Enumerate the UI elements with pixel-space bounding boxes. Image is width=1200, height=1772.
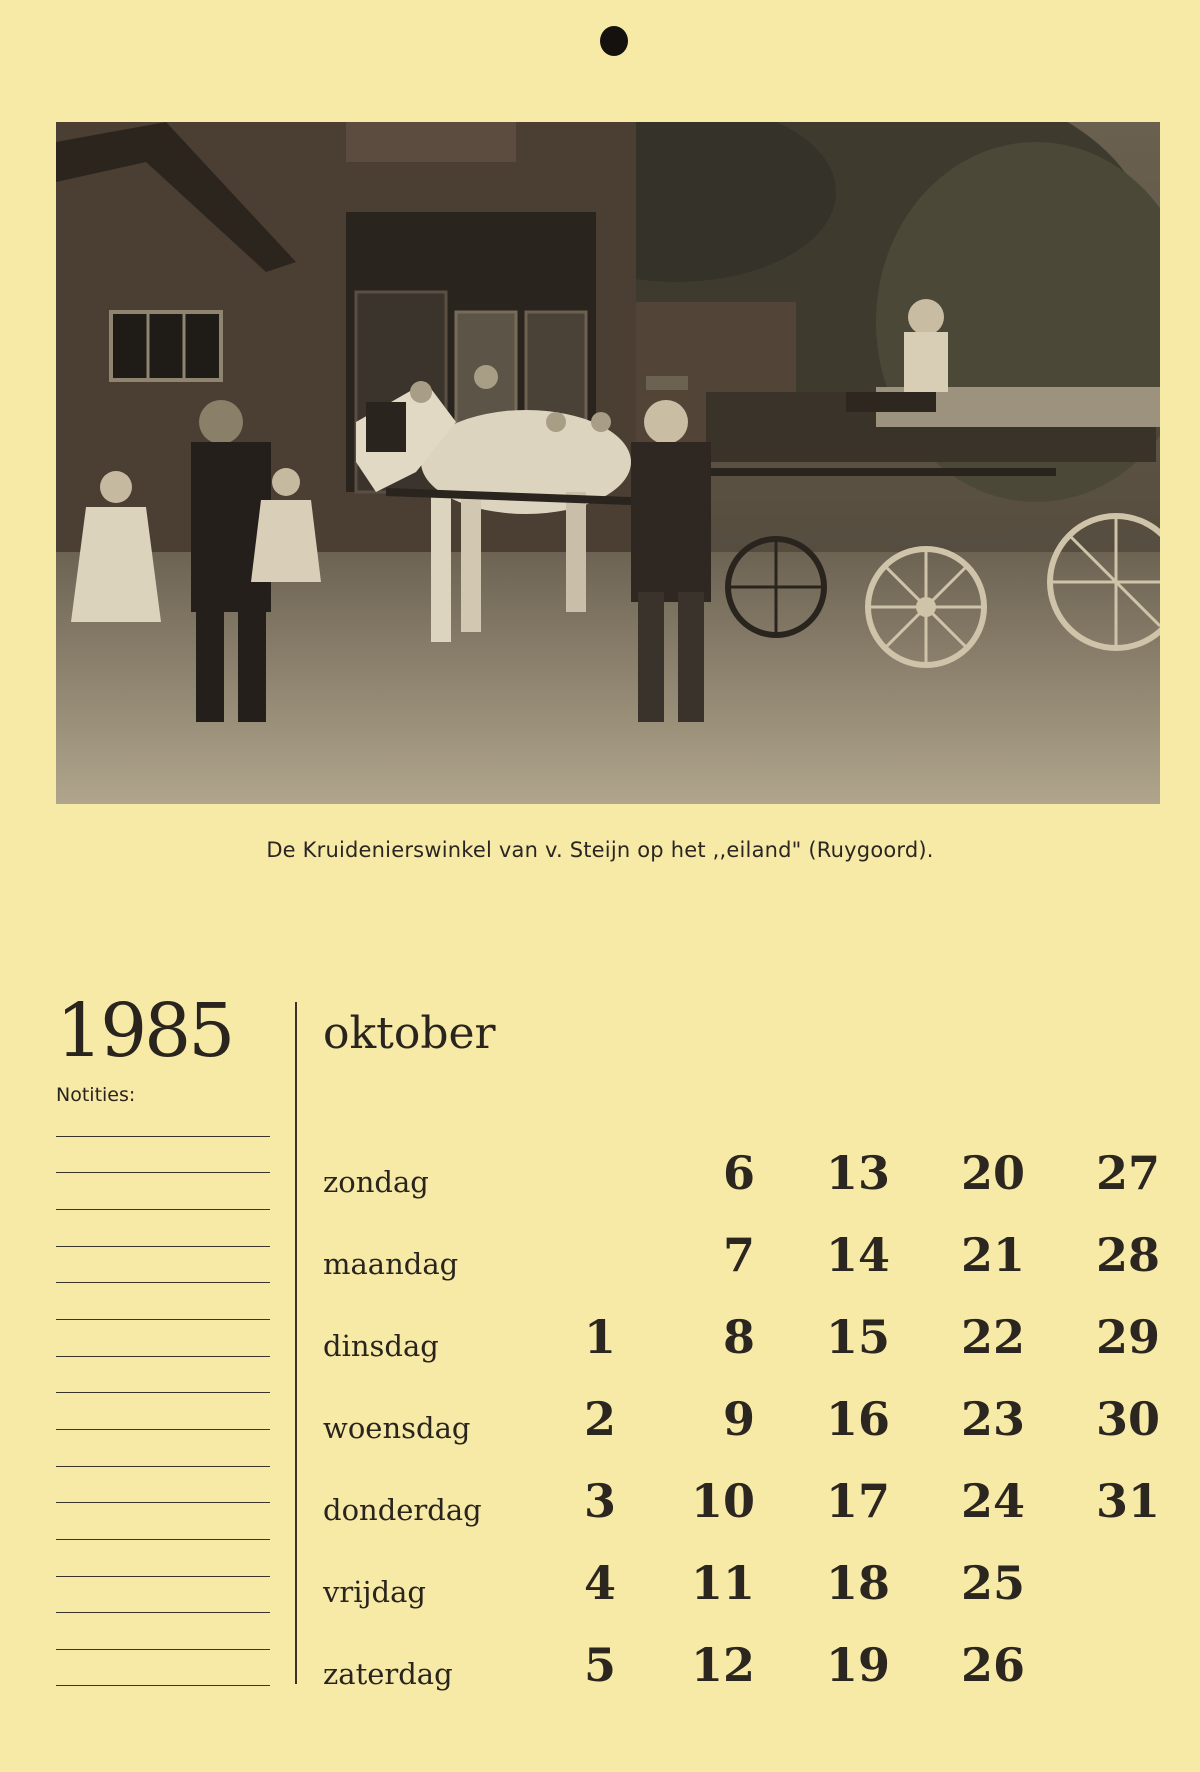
date-cell[interactable]: 7 [722, 1228, 755, 1282]
date-cell[interactable]: 18 [825, 1556, 890, 1610]
date-cell[interactable]: 4 [583, 1556, 616, 1610]
hanging-hole [600, 26, 628, 56]
note-line[interactable] [56, 1685, 270, 1686]
note-line[interactable] [56, 1246, 270, 1247]
note-line[interactable] [56, 1282, 270, 1283]
date-cell[interactable]: 29 [1095, 1310, 1160, 1364]
calendar-year: 1985 [56, 988, 233, 1074]
note-line[interactable] [56, 1612, 270, 1613]
date-cell[interactable]: 15 [825, 1310, 890, 1364]
date-cell[interactable]: 21 [960, 1228, 1025, 1282]
date-cell[interactable]: 17 [825, 1474, 890, 1528]
note-line[interactable] [56, 1466, 270, 1467]
date-cell[interactable]: 24 [960, 1474, 1025, 1528]
note-line[interactable] [56, 1172, 270, 1173]
note-line[interactable] [56, 1576, 270, 1577]
note-line[interactable] [56, 1136, 270, 1137]
date-cell[interactable]: 20 [960, 1146, 1025, 1200]
date-cell[interactable]: 9 [722, 1392, 755, 1446]
date-cell[interactable]: 28 [1095, 1228, 1160, 1282]
date-cell[interactable]: 8 [722, 1310, 755, 1364]
date-cell[interactable]: 31 [1095, 1474, 1160, 1528]
notes-label: Notities: [56, 1084, 136, 1106]
note-line[interactable] [56, 1429, 270, 1430]
day-name-donderdag: donderdag [323, 1493, 482, 1527]
date-cell[interactable]: 5 [583, 1638, 616, 1692]
date-cell[interactable]: 13 [825, 1146, 890, 1200]
note-line[interactable] [56, 1539, 270, 1540]
day-name-dinsdag: dinsdag [323, 1329, 439, 1363]
note-line[interactable] [56, 1356, 270, 1357]
day-name-vrijdag: vrijdag [323, 1575, 426, 1609]
date-cell[interactable]: 2 [583, 1392, 616, 1446]
calendar-month: oktober [323, 1008, 496, 1059]
note-line[interactable] [56, 1649, 270, 1650]
note-line[interactable] [56, 1502, 270, 1503]
column-divider [295, 1002, 297, 1684]
date-cell[interactable]: 23 [960, 1392, 1025, 1446]
date-cell[interactable]: 22 [960, 1310, 1025, 1364]
date-cell[interactable]: 27 [1095, 1146, 1160, 1200]
photo-caption: De Kruidenierswinkel van v. Steijn op het ,,eiland" (Ruygoord). [266, 838, 934, 862]
date-cell[interactable]: 26 [960, 1638, 1025, 1692]
day-name-woensdag: woensdag [323, 1411, 471, 1445]
date-cell[interactable]: 6 [722, 1146, 755, 1200]
historic-photo-icon [56, 122, 1160, 804]
date-cell[interactable]: 10 [690, 1474, 755, 1528]
note-line[interactable] [56, 1209, 270, 1210]
date-cell[interactable]: 25 [960, 1556, 1025, 1610]
date-cell[interactable]: 16 [825, 1392, 890, 1446]
note-line[interactable] [56, 1319, 270, 1320]
day-name-zondag: zondag [323, 1165, 429, 1199]
historic-photo [56, 122, 1160, 804]
note-line[interactable] [56, 1392, 270, 1393]
date-cell[interactable]: 11 [690, 1556, 755, 1610]
date-cell[interactable]: 14 [825, 1228, 890, 1282]
day-name-zaterdag: zaterdag [323, 1657, 453, 1691]
date-cell[interactable]: 3 [583, 1474, 616, 1528]
date-cell[interactable]: 12 [690, 1638, 755, 1692]
date-cell[interactable]: 1 [583, 1310, 616, 1364]
date-cell[interactable]: 30 [1095, 1392, 1160, 1446]
date-cell[interactable]: 19 [825, 1638, 890, 1692]
day-name-maandag: maandag [323, 1247, 459, 1281]
